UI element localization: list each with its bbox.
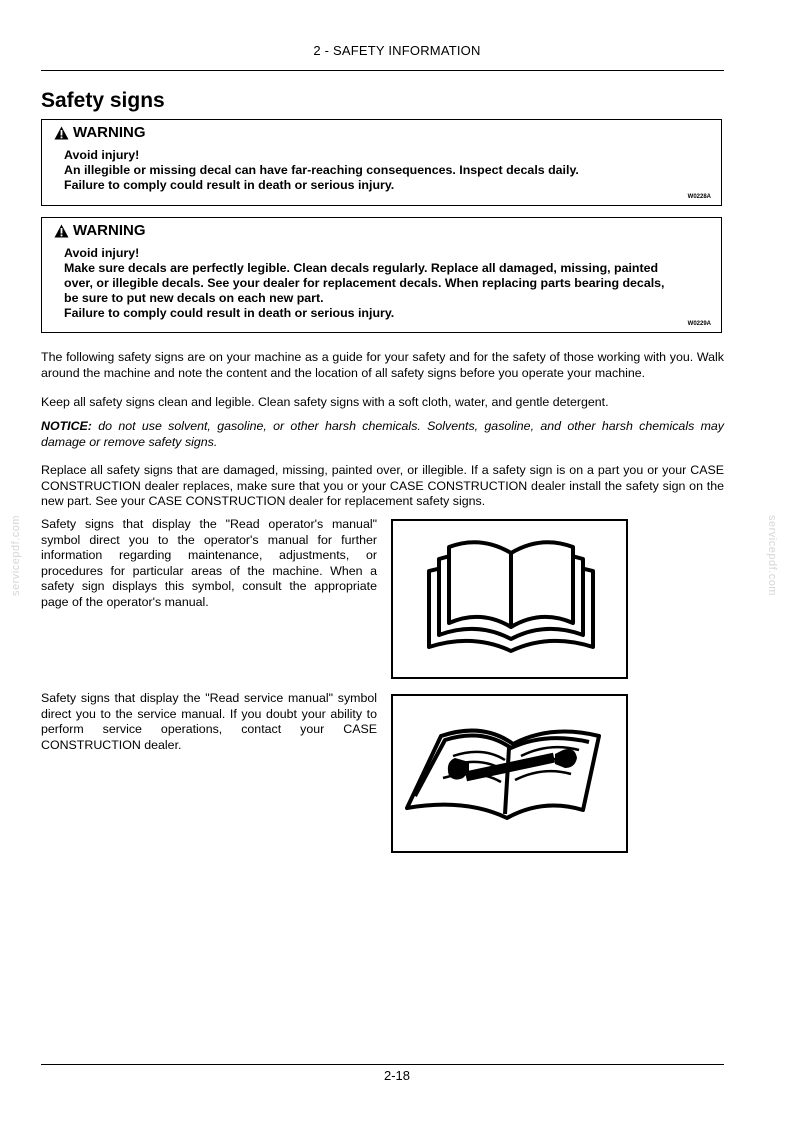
service-manual-sign [391, 694, 628, 853]
warning-triangle-icon [54, 126, 69, 140]
warning-text [64, 246, 714, 321]
warning-line: Avoid injury! [64, 246, 140, 260]
warning-code: W0229A [687, 321, 711, 327]
replace-paragraph: Replace all safety signs that are damaged, missing, painted over, or illegible. If a safety sign is on a part you or your CASE CONSTRUCTION dealer replaces, make sure that you or your CASE CONSTRUCTION dealer install the safety sign on the new part. See your CASE CONSTRUCTION dealer for replacement safety signs. [41, 463, 724, 508]
notice-paragraph [41, 419, 724, 450]
warning-line: Failure to comply could result in death or serious injury. [64, 178, 395, 192]
watermark: servicepdf.com [10, 515, 22, 596]
running-header: 2 - SAFETY INFORMATION [313, 43, 481, 58]
warning-line: An illegible or missing decal can have far-reaching consequences. Inspect decals daily. [64, 163, 579, 177]
warning-heading [54, 124, 146, 141]
warning-box-2 [41, 217, 722, 333]
warning-line: Make sure decals are perfectly legible. Clean decals regularly. Replace all damaged, missing, painted [64, 261, 659, 275]
operator-manual-sign [391, 519, 628, 679]
operator-manual-paragraph: Safety signs that display the "Read operator's manual" symbol direct you to the operator's manual for further information regarding maintenance, adjustments, or procedures for particular areas of the machine. When a safety sign displays this symbol, consult the appropriate page of the operator's manual. [41, 517, 377, 609]
warning-label: WARNING [73, 124, 146, 141]
page-number: 2-18 [383, 1068, 411, 1083]
open-book-stack-icon [393, 521, 626, 677]
warning-box-1 [41, 119, 722, 206]
page-title: Safety signs [41, 89, 165, 112]
warning-line: be sure to put new decals on each new part. [64, 291, 324, 305]
cleaning-paragraph: Keep all safety signs clean and legible. Clean safety signs with a soft cloth, water, and gentle detergent. [41, 395, 609, 409]
footer-rule [41, 1064, 724, 1065]
intro-paragraph: The following safety signs are on your machine as a guide for your safety and for the safety of those working with you. Walk around the machine and note the content and the location of all safety signs before you operate your machine. [41, 350, 724, 380]
notice-label: NOTICE: [41, 419, 92, 433]
open-book-wrench-icon [393, 696, 626, 851]
notice-text: do not use solvent, gasoline, or other harsh chemicals. Solvents, gasoline, and other harsh chemicals may damage or remove safety signs. [41, 419, 724, 449]
warning-code: W0228A [687, 194, 711, 200]
warning-heading [54, 222, 146, 239]
service-manual-paragraph: Safety signs that display the "Read service manual" symbol direct you to the service manual. If you doubt your ability to perform service operations, contact your CASE CONSTRUCTION dealer. [41, 691, 377, 752]
watermark: servicepdf.com [766, 515, 778, 596]
warning-text [64, 148, 714, 193]
header-rule [41, 70, 724, 71]
warning-line: over, or illegible decals. See your dealer for replacement decals. When replacing parts bearing decals, [64, 276, 665, 290]
warning-line: Failure to comply could result in death or serious injury. [64, 306, 395, 320]
warning-triangle-icon [54, 224, 69, 238]
warning-line: Avoid injury! [64, 148, 140, 162]
warning-label: WARNING [73, 222, 146, 239]
